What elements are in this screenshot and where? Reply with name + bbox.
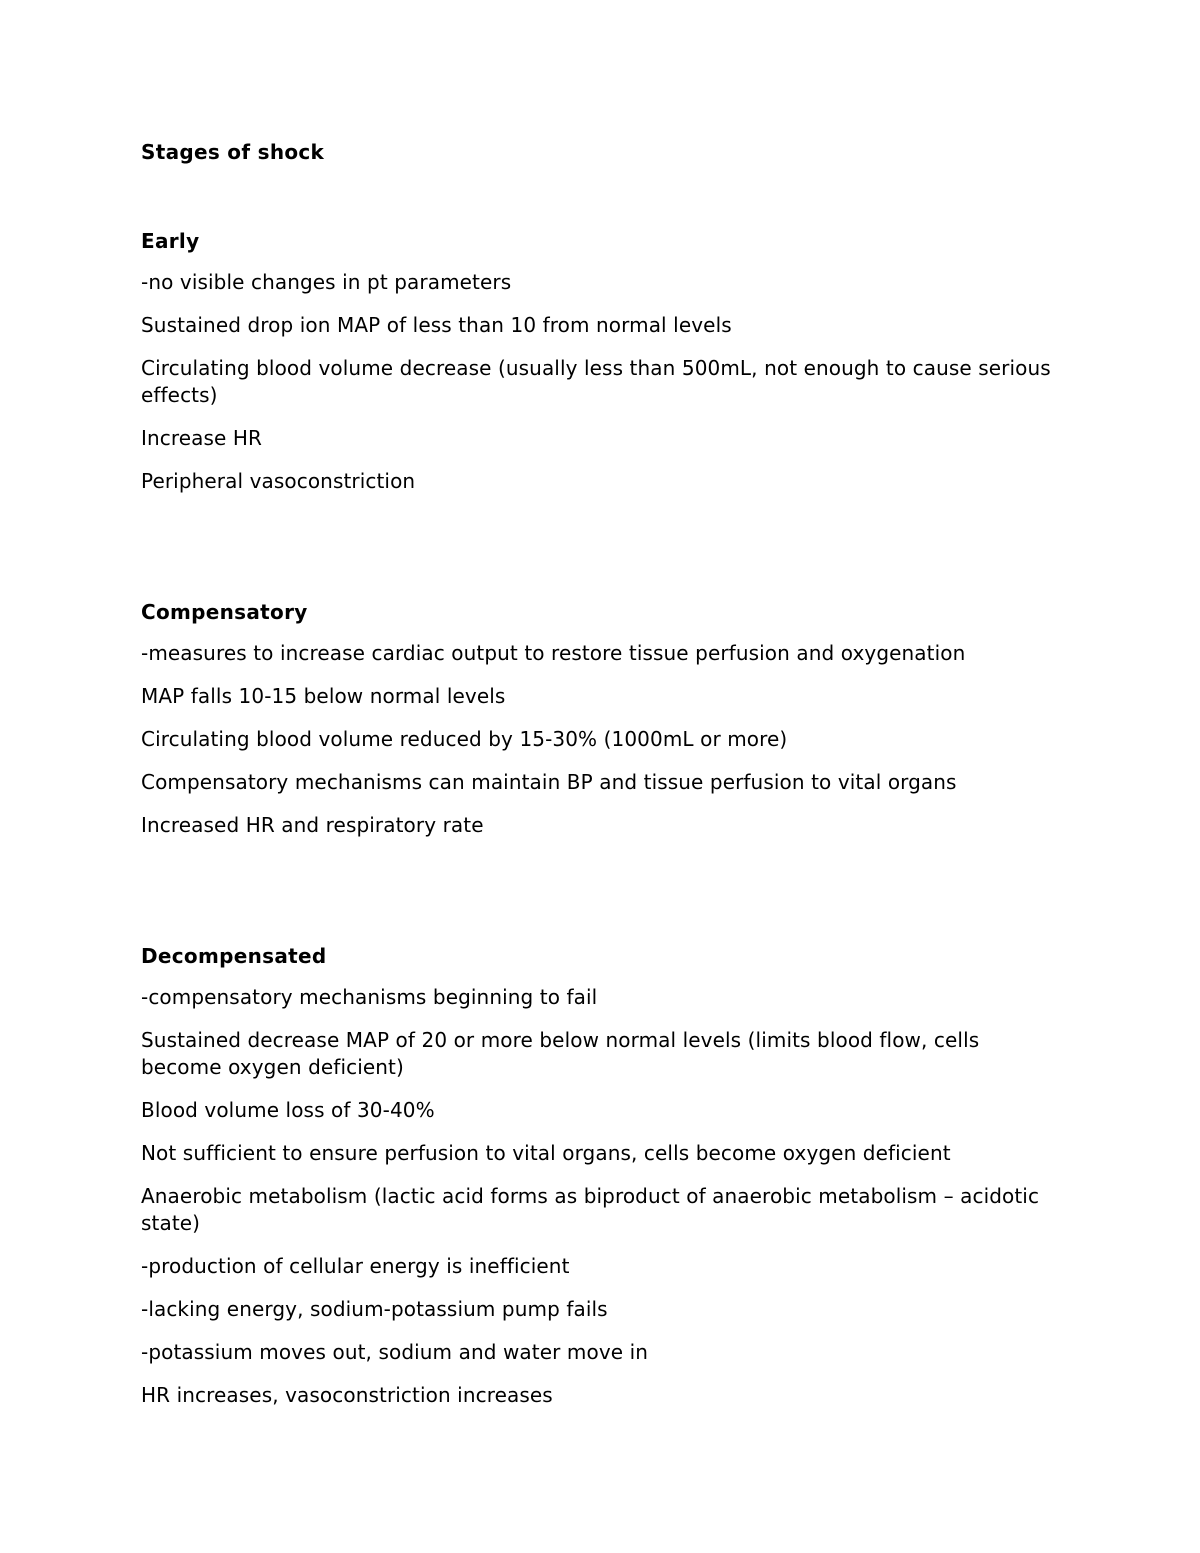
section-compensatory xyxy=(141,598,1061,855)
section-early xyxy=(141,227,1061,511)
note-line: Circulating blood volume decrease (usually less than 500mL, not enough to cause serious effects) xyxy=(141,356,1051,407)
document-title: Stages of shock xyxy=(141,140,325,164)
section-heading-decompensated: Decompensated xyxy=(141,944,327,968)
note-line: MAP falls 10-15 below normal levels xyxy=(141,684,506,708)
section-decompensated xyxy=(141,942,1061,1425)
note-line: -potassium moves out, sodium and water move in xyxy=(141,1340,649,1364)
section-heading-compensatory: Compensatory xyxy=(141,600,308,624)
note-line: -production of cellular energy is inefficient xyxy=(141,1254,570,1278)
note-line: HR increases, vasoconstriction increases xyxy=(141,1383,553,1407)
note-line: -lacking energy, sodium-potassium pump fails xyxy=(141,1297,608,1321)
note-line: Increase HR xyxy=(141,426,263,450)
note-line: Anaerobic metabolism (lactic acid forms as biproduct of anaerobic metabolism – acidotic state) xyxy=(141,1184,1040,1235)
note-line: Compensatory mechanisms can maintain BP and tissue perfusion to vital organs xyxy=(141,770,957,794)
note-line: Sustained drop ion MAP of less than 10 from normal levels xyxy=(141,313,732,337)
note-line: -no visible changes in pt parameters xyxy=(141,270,512,294)
note-line: Not sufficient to ensure perfusion to vital organs, cells become oxygen deficient xyxy=(141,1141,951,1165)
note-line: -compensatory mechanisms beginning to fail xyxy=(141,985,598,1009)
note-line: -measures to increase cardiac output to restore tissue perfusion and oxygenation xyxy=(141,641,966,665)
note-line: Circulating blood volume reduced by 15-30% (1000mL or more) xyxy=(141,727,788,751)
note-line: Increased HR and respiratory rate xyxy=(141,813,484,837)
note-line: Sustained decrease MAP of 20 or more below normal levels (limits blood flow, cells become oxygen deficient) xyxy=(141,1028,980,1079)
note-line: Peripheral vasoconstriction xyxy=(141,469,416,493)
section-heading-early: Early xyxy=(141,229,200,253)
note-line: Blood volume loss of 30-40% xyxy=(141,1098,435,1122)
